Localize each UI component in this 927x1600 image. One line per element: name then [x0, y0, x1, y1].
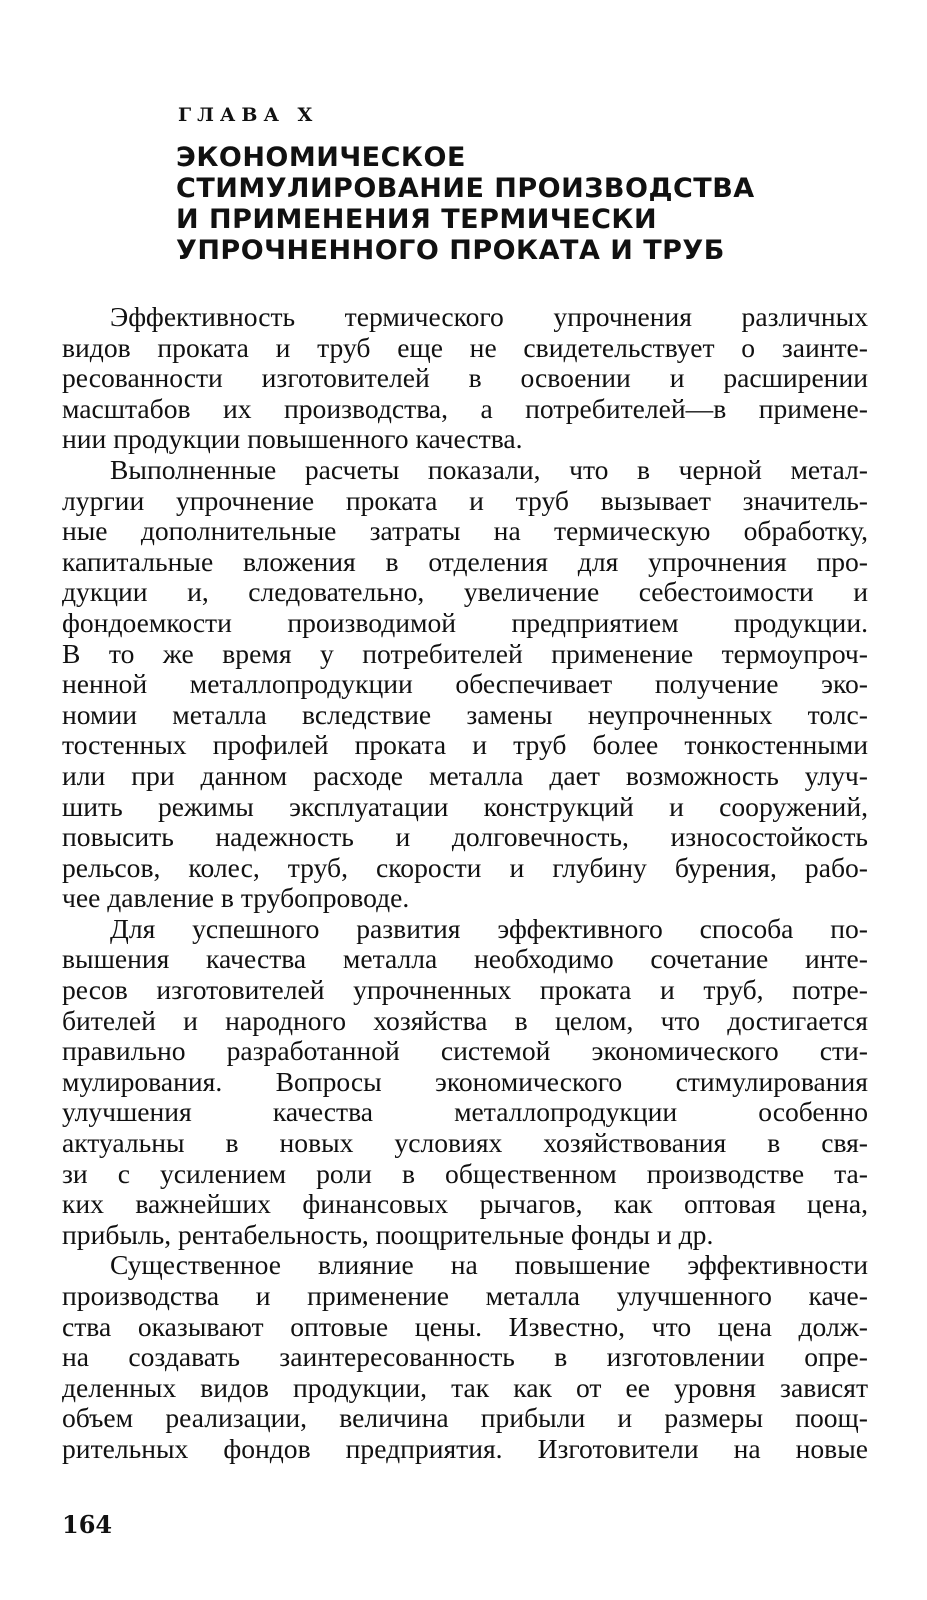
- body-text: [62, 302, 868, 1465]
- paragraph: [62, 914, 868, 1251]
- chapter-title-line: ЭКОНОМИЧЕСКОЕ: [176, 142, 466, 173]
- text-line: или при данном расходе металла дает возможность улуч-: [62, 759, 868, 791]
- text-line: капитальные вложения в отделения для упрочнения про-: [62, 545, 868, 577]
- text-line: Существенное влияние на повышение эффективности: [110, 1249, 868, 1281]
- text-line: правильно разработанной системой экономического сти-: [62, 1035, 868, 1067]
- chapter-title-line: И ПРИМЕНЕНИЯ ТЕРМИЧЕСКИ: [176, 204, 658, 235]
- text-line: тостенных профилей проката и труб более тонкостенными: [62, 729, 868, 761]
- text-line: шить режимы эксплуатации конструкций и сооружений,: [62, 790, 868, 822]
- text-line: рительных фондов предприятия. Изготовители на новые: [62, 1432, 868, 1464]
- text-line: бителей и народного хозяйства в целом, что достигается: [62, 1004, 868, 1036]
- text-line: ства оказывают оптовые цены. Известно, что цена долж-: [62, 1310, 868, 1342]
- text-line: объем реализации, величина прибыли и размеры поощ-: [62, 1402, 868, 1434]
- text-line: деленных видов продукции, так как от ее уровня зависят: [62, 1371, 868, 1403]
- chapter-title-line: УПРОЧНЕННОГО ПРОКАТА И ТРУБ: [176, 235, 725, 266]
- text-line: Для успешного развития эффективного способа по-: [110, 912, 868, 944]
- text-line: В то же время у потребителей применение термоупроч-: [62, 637, 868, 669]
- paragraph: [62, 455, 868, 914]
- text-line: производства и применение металла улучшенного каче-: [62, 1280, 868, 1311]
- text-line: масштабов их производства, а потребителей—в примене-: [62, 392, 868, 424]
- text-line: ресованности изготовителей в освоении и расширении: [62, 362, 868, 394]
- text-line: номии металла вследствие замены неупрочненных толс-: [62, 698, 868, 730]
- text-line: ресов изготовителей упрочненных проката и труб, потре-: [62, 974, 868, 1006]
- text-line: чее давление в трубопроводе.: [62, 882, 410, 914]
- chapter-title: [176, 142, 755, 266]
- text-line: дукции и, следовательно, увеличение себестоимости и: [62, 576, 868, 608]
- text-line: актуальны в новых условиях хозяйствования в свя-: [62, 1127, 868, 1159]
- chapter-title-line: СТИМУЛИРОВАНИЕ ПРОИЗВОДСТВА: [176, 173, 755, 204]
- text-line: зи с усилением роли в общественном производстве та-: [62, 1157, 868, 1189]
- chapter-label: ГЛАВА X: [178, 104, 319, 126]
- paragraph: [62, 302, 868, 455]
- text-line: прибыль, рентабельность, поощрительные фонды и др.: [62, 1218, 714, 1250]
- text-line: лургии упрочнение проката и труб вызывает значитель-: [62, 484, 868, 516]
- text-line: ких важнейших финансовых рычагов, как оптовая цена,: [62, 1188, 868, 1220]
- text-line: вышения качества металла необходимо сочетание инте-: [62, 943, 868, 975]
- text-line: Эффективность термического упрочнения различных: [110, 301, 868, 332]
- text-line: видов проката и труб еще не свидетельствует о заинте-: [62, 331, 868, 363]
- text-line: повысить надежность и долговечность, износостойкость: [62, 821, 868, 853]
- paragraph: [62, 1250, 868, 1464]
- text-line: рельсов, колес, труб, скорости и глубину бурения, рабо-: [62, 851, 868, 883]
- text-line: улучшения качества металлопродукции особенно: [62, 1096, 868, 1128]
- text-line: ненной металлопродукции обеспечивает получение эко-: [62, 668, 868, 700]
- text-line: мулирования. Вопросы экономического стимулирования: [62, 1065, 868, 1097]
- book-page: [62, 0, 868, 1600]
- text-line: фондоемкости производимой предприятием продукции.: [62, 606, 868, 638]
- text-line: ные дополнительные затраты на термическую обработку,: [62, 515, 868, 547]
- page-number: 164: [62, 1510, 113, 1539]
- text-line: на создавать заинтересованность в изготовлении опре-: [62, 1341, 868, 1373]
- text-line: нии продукции повышенного качества.: [62, 423, 523, 455]
- text-line: Выполненные расчеты показали, что в черной метал-: [110, 453, 868, 485]
